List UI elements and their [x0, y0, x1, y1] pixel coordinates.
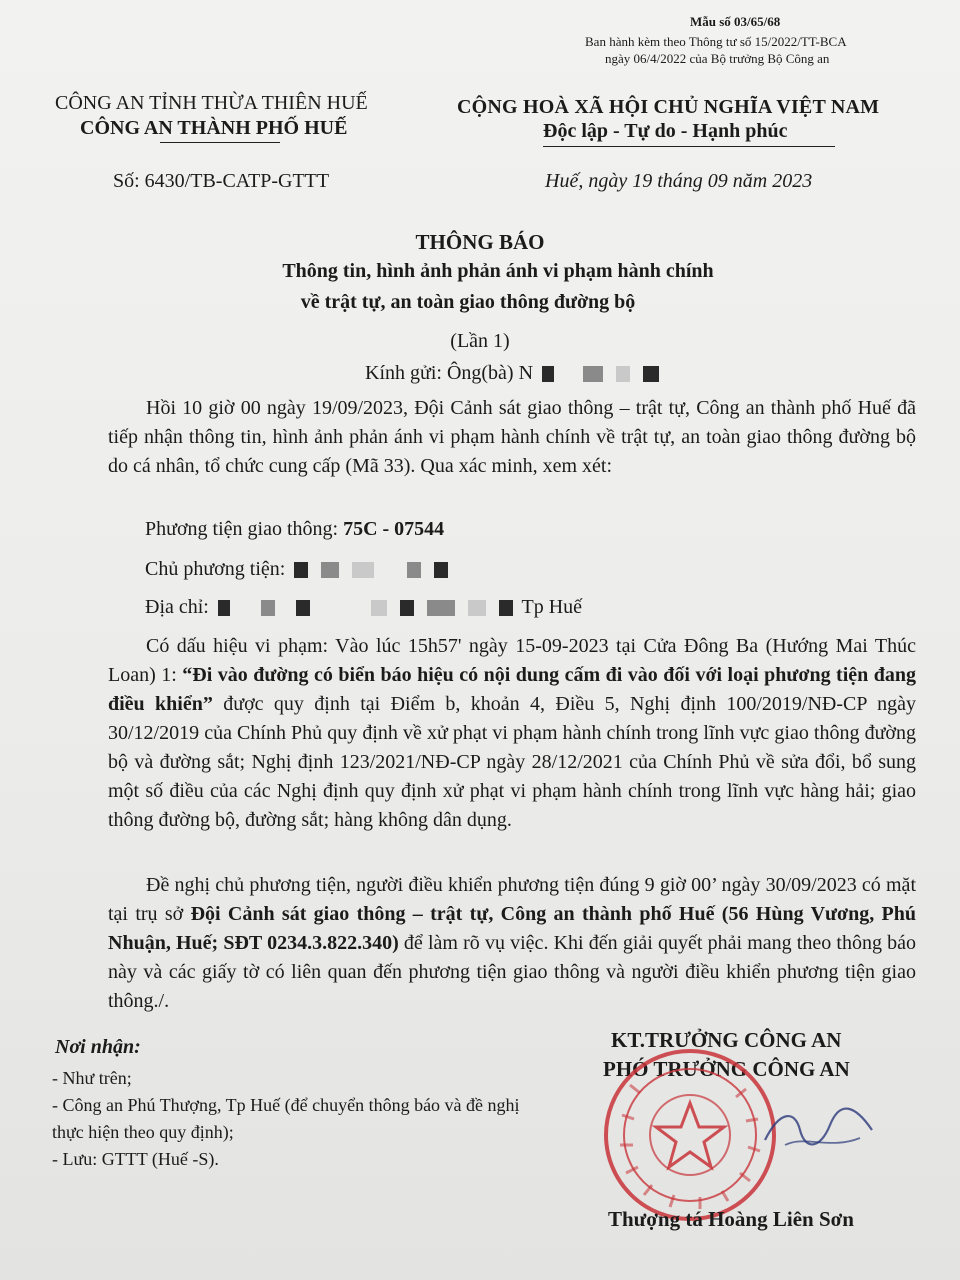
recipient-item: - Công an Phú Thượng, Tp Huế (để chuyển thông báo và đề nghị thực hiện theo quy định);: [52, 1095, 520, 1142]
redaction-blur: [296, 600, 310, 616]
redaction-blur: [499, 600, 513, 616]
redaction-blur: [352, 562, 374, 578]
redaction-blur: [434, 562, 448, 578]
redaction-blur: [261, 600, 275, 616]
redaction-blur: [371, 600, 387, 616]
address-label: Địa chỉ:: [145, 596, 214, 618]
redaction-blur: [468, 600, 486, 616]
owner-label: Chủ phương tiện:: [145, 558, 291, 580]
document-subtitle-1: Thông tin, hình ảnh phản ánh vi phạm hành chính: [282, 260, 714, 282]
form-code: Mẫu số 03/65/68: [690, 14, 781, 29]
agency-line2: CÔNG AN THÀNH PHỐ HUẾ: [80, 117, 348, 139]
nation-motto: Độc lập - Tự do - Hạnh phúc: [543, 120, 788, 142]
greeting: [365, 362, 663, 385]
signatory-title-2: PHÓ TRƯỞNG CÔNG AN: [603, 1057, 850, 1081]
nation-title: CỘNG HOÀ XÃ HỘI CHỦ NGHĨA VIỆT NAM: [457, 96, 880, 118]
violation-intro: Có dấu hiệu vi phạm: Vào lúc 15h57' ngày 15-09-2023 tại Cửa Đông Ba (Hướng Mai Thúc Loan) 1:: [108, 635, 916, 686]
handwritten-signature: [760, 1100, 880, 1160]
form-note-line1: Ban hành kèm theo Thông tư số 15/2022/TT-BCA: [585, 34, 847, 49]
redaction-blur: [583, 366, 603, 382]
redaction-blur: [407, 562, 421, 578]
document-subtitle-2: về trật tự, an toàn giao thông đường bộ: [300, 291, 636, 313]
document-title: THÔNG BÁO: [415, 230, 545, 254]
redaction-blur: [427, 600, 455, 616]
vehicle-plate: 75C - 07544: [343, 518, 445, 540]
redaction-blur: [616, 366, 630, 382]
violation-description: “Đi vào đường có biển báo hiệu có nội dung cấm đi vào đối với loại phương tiện đang điều khiển”: [108, 664, 916, 715]
motto-underline: [543, 146, 835, 147]
redaction-blur: [400, 600, 414, 616]
paragraph-intro: Hồi 10 giờ 00 ngày 19/09/2023, Đội Cảnh sát giao thông – trật tự, Công an thành phố Huế đã tiếp nhận thông tin, hình ảnh phản ánh vi phạm hành chính về trật tự, an toàn giao thông đường bộ do cá nhân, tổ chức cung cấp (Mã 33). Qua xác minh, xem xét:: [108, 397, 916, 477]
redaction-blur: [321, 562, 339, 578]
recipients-heading: Nơi nhận:: [55, 1036, 141, 1058]
violation-legal-basis: được quy định tại Điểm b, khoản 4, Điều 5, Nghị định 100/2019/NĐ-CP ngày 30/12/2019 của Chính Phủ quy định về xử phạt vi phạm hành chính trong lĩnh vực giao thông đường bộ và đường sắt; Nghị định 123/2021/NĐ-CP ngày 28/12/2021 của Chính Phủ về sửa đổi, bổ sung một số điều của các Nghị định quy định xử phạt vi phạm hành chính trong lĩnh vực hàng hải; giao thông đường bộ, đường sắt; hàng không dân dụng.: [108, 693, 917, 831]
address-city: Tp Huế: [521, 596, 583, 618]
notice-round: (Lần 1): [450, 330, 510, 352]
signatory-name: Thượng tá Hoàng Liên Sơn: [608, 1207, 854, 1231]
signatory-title-1: KT.TRƯỞNG CÔNG AN: [611, 1028, 842, 1052]
address-line: [145, 596, 582, 619]
recipient-item: - Lưu: GTTT (Huế -S).: [52, 1149, 219, 1169]
official-seal-stamp: [600, 1045, 780, 1225]
paragraph-request: [108, 871, 916, 1016]
request-place: Đội Cảnh sát giao thông – trật tự, Công an thành phố Huế (56 Hùng Vương, Phú Nhuận, Huế; SĐT 0234.3.822.340): [108, 903, 916, 954]
redaction-blur: [218, 600, 230, 616]
redaction-blur: [542, 366, 554, 382]
request-rest: để làm rõ vụ việc. Khi đến giải quyết phải mang theo thông báo này và các giấy tờ có liên quan đến phương tiện giao thông và người điều khiển phương tiện giao thông./.: [108, 932, 917, 1012]
request-intro: Đề nghị chủ phương tiện, người điều khiển phương tiện đúng 9 giờ 00’ ngày 30/09/2023 có mặt tại trụ sở: [108, 874, 916, 925]
agency-underline: [160, 142, 280, 143]
greeting-prefix: Kính gửi: Ông(bà) N: [365, 362, 534, 384]
recipient-item: - Như trên;: [52, 1068, 132, 1088]
vehicle-label: Phương tiện giao thông:: [145, 518, 344, 540]
vehicle-line: [145, 518, 444, 541]
form-note-line2: ngày 06/4/2022 của Bộ trưởng Bộ Công an: [605, 51, 830, 66]
redaction-blur: [294, 562, 308, 578]
document-number: Số: 6430/TB-CATP-GTTT: [113, 170, 330, 192]
agency-line1: CÔNG AN TỈNH THỪA THIÊN HUẾ: [55, 92, 368, 114]
recipients-list: [52, 1065, 522, 1173]
document-date: Huế, ngày 19 tháng 09 năm 2023: [545, 170, 813, 192]
owner-line: [145, 558, 452, 581]
paragraph-violation: [108, 632, 916, 835]
redaction-blur: [643, 366, 659, 382]
